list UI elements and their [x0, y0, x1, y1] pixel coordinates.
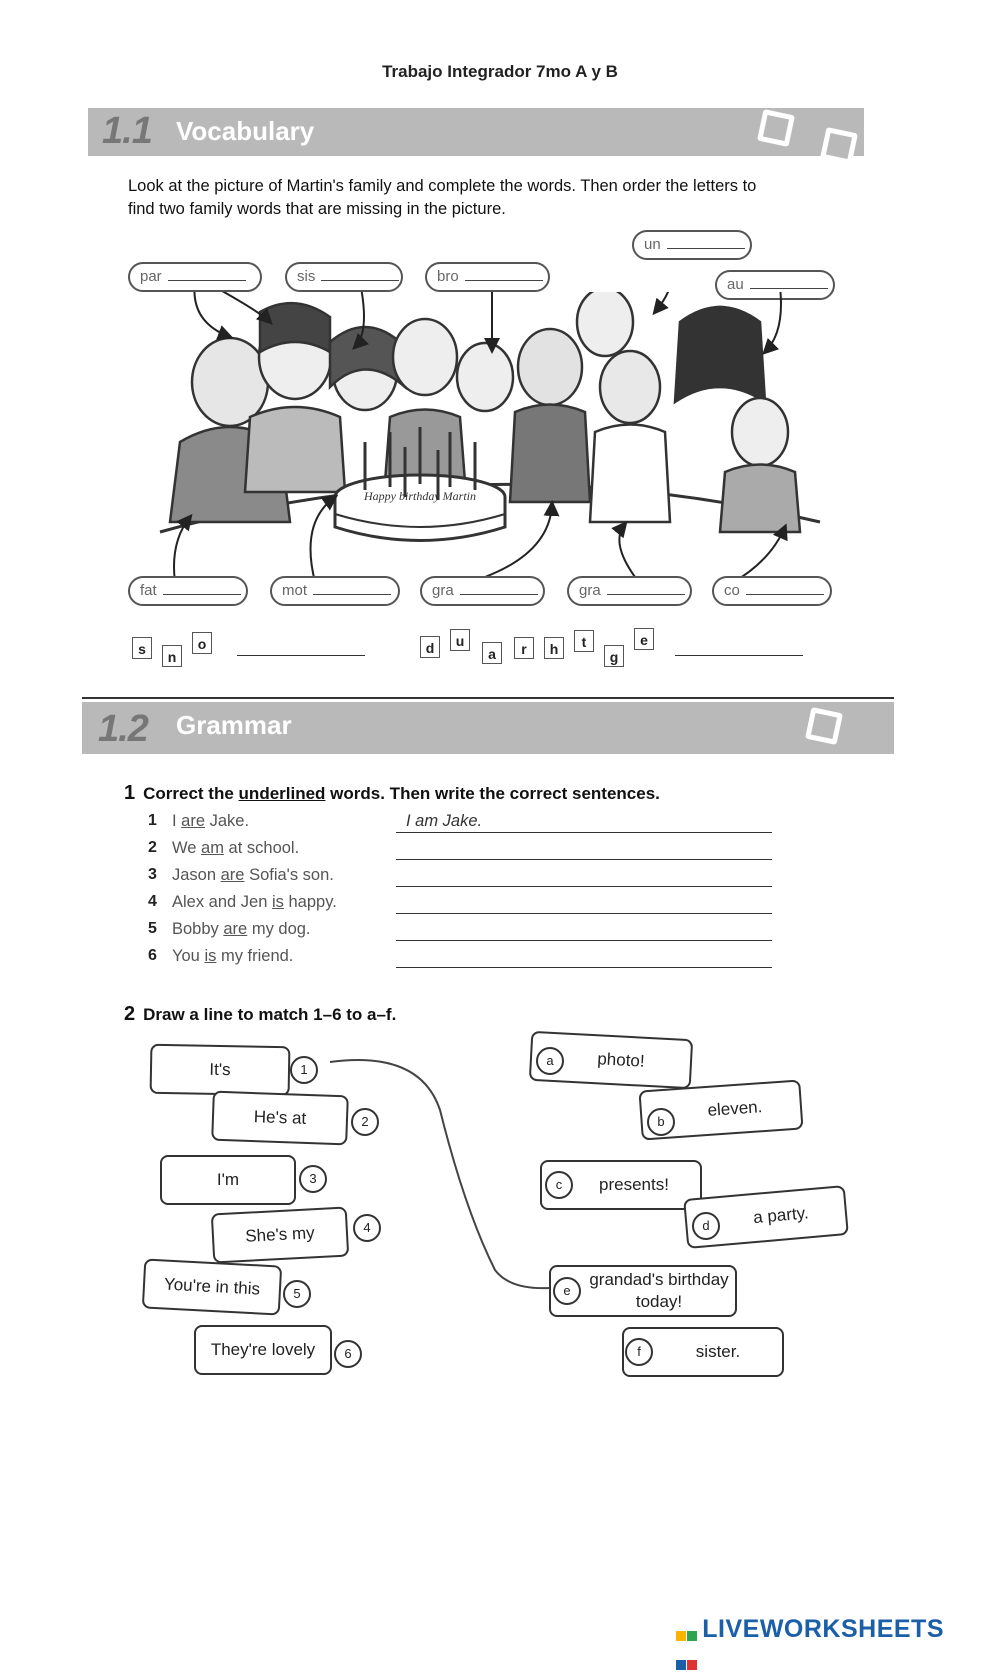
anagram-answer-line[interactable]	[237, 653, 365, 656]
label-grandfather[interactable]: gra	[567, 576, 692, 606]
liveworksheets-logo: LIVEWORKSHEETS	[676, 1615, 944, 1644]
letter-tile: t	[574, 630, 594, 652]
vocabulary-instruction: Look at the picture of Martin's family and complete the words. Then order the letters to find two family words that are missing in the picture.	[128, 177, 757, 218]
match-right-c-letter[interactable]: c	[545, 1171, 573, 1199]
match-left-5[interactable]: You're in this	[142, 1258, 282, 1315]
letter-tile: d	[420, 636, 440, 658]
exercise-2-title: 2 Draw a line to match 1–6 to a–f.	[124, 1003, 397, 1025]
label-brother[interactable]: bro	[425, 262, 550, 292]
label-aunt[interactable]: au	[715, 270, 835, 300]
letter-tile: e	[634, 628, 654, 650]
match-right-d[interactable]: a party.	[683, 1185, 849, 1249]
letter-tile: s	[132, 637, 152, 659]
match-right-f[interactable]: sister.	[622, 1327, 784, 1377]
sentence-row: 5 Bobby are my dog.	[148, 920, 778, 947]
label-cousin[interactable]: co	[712, 576, 832, 606]
match-left-2-number[interactable]: 2	[351, 1108, 379, 1136]
section-number: 1.1	[102, 110, 152, 152]
match-right-e-letter[interactable]: e	[553, 1277, 581, 1305]
match-left-2[interactable]: He's at	[211, 1091, 349, 1146]
sentence-row: 6 You is my friend.	[148, 947, 778, 974]
square-icon	[805, 707, 843, 745]
match-left-5-number[interactable]: 5	[283, 1280, 311, 1308]
sentence-row: 2 We am at school.	[148, 839, 778, 866]
label-parent[interactable]: par	[128, 262, 262, 292]
letter-tile: n	[162, 645, 182, 667]
match-right-b-letter[interactable]: b	[647, 1108, 675, 1136]
vocabulary-header-bar	[88, 108, 864, 156]
answer-line[interactable]	[396, 866, 772, 887]
example-match-line	[320, 1050, 560, 1300]
match-left-1-number[interactable]: 1	[290, 1056, 318, 1084]
sentence-row: 4 Alex and Jen is happy.	[148, 893, 778, 920]
exercise-1-title: 1 Correct the underlined words. Then write the correct sentences.	[124, 782, 660, 804]
match-right-c[interactable]: presents!	[540, 1160, 702, 1210]
exercise-1-list	[148, 812, 778, 974]
answer-line[interactable]	[396, 947, 772, 968]
match-left-3[interactable]: I'm	[160, 1155, 296, 1205]
square-icon	[820, 127, 858, 165]
section-name: Vocabulary	[176, 116, 315, 146]
answer-line[interactable]	[396, 893, 772, 914]
match-right-b[interactable]: eleven.	[638, 1079, 803, 1140]
match-left-4-number[interactable]: 4	[353, 1214, 381, 1242]
match-right-a[interactable]: photo!	[529, 1031, 693, 1089]
sentence-row: 1 I are Jake. I am Jake.	[148, 812, 778, 839]
match-right-f-letter[interactable]: f	[625, 1338, 653, 1366]
label-sister[interactable]: sis	[285, 262, 403, 292]
liveworksheets-icon	[676, 1619, 700, 1641]
match-left-6-number[interactable]: 6	[334, 1340, 362, 1368]
answer-line[interactable]: I am Jake.	[396, 812, 772, 833]
letter-tile: u	[450, 629, 470, 651]
match-left-3-number[interactable]: 3	[299, 1165, 327, 1193]
match-left-4[interactable]: She's my	[211, 1206, 349, 1263]
label-mother[interactable]: mot	[270, 576, 400, 606]
document-title: Trabajo Integrador 7mo A y B	[382, 62, 618, 81]
sentence-row: 3 Jason are Sofia's son.	[148, 866, 778, 893]
match-left-6[interactable]: They're lovely	[194, 1325, 332, 1375]
grammar-header-bar	[82, 702, 894, 754]
divider	[82, 697, 894, 699]
letter-tile: a	[482, 642, 502, 664]
answer-line[interactable]	[396, 920, 772, 941]
label-father[interactable]: fat	[128, 576, 248, 606]
anagram-answer-line[interactable]	[675, 653, 803, 656]
match-right-e[interactable]: grandad's birthday today!	[549, 1265, 737, 1317]
match-right-d-letter[interactable]: d	[692, 1212, 720, 1240]
match-right-a-letter[interactable]: a	[536, 1047, 564, 1075]
label-uncle[interactable]: un	[632, 230, 752, 260]
letter-tile: g	[604, 645, 624, 667]
letter-tile: r	[514, 637, 534, 659]
cake-text: Happy birthday Martin	[364, 489, 476, 503]
family-illustration	[120, 292, 840, 582]
match-left-1[interactable]: It's	[150, 1044, 291, 1096]
label-grandmother[interactable]: gra	[420, 576, 545, 606]
section-name: Grammar	[176, 710, 292, 740]
answer-line[interactable]	[396, 839, 772, 860]
letter-tile: h	[544, 637, 564, 659]
square-icon	[757, 109, 795, 147]
section-number: 1.2	[98, 708, 148, 750]
letter-tile: o	[192, 632, 212, 654]
